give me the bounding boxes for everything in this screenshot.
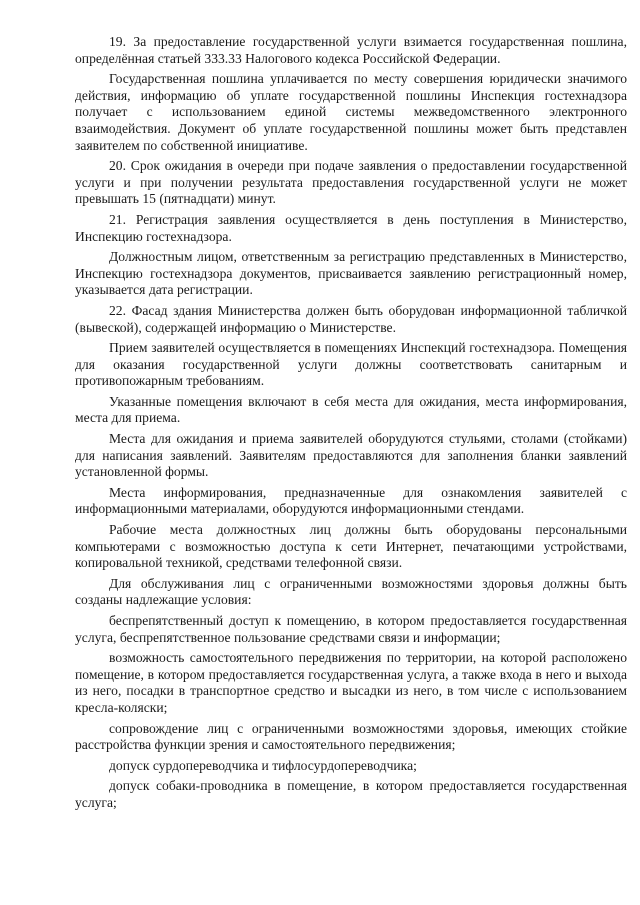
paragraph-waiting-places: Места для ожидания и приема заявителей оборудуются стульями, столами (стойками) для написания заявлений. Заявителям предоставляются для заполнения бланки заявлений установленной формы. [75,431,627,480]
list-item-escort: сопровождение лиц с ограниченными возможностями здоровья, имеющих стойкие расстройства функции зрения и самостоятельного передвижения; [75,720,627,753]
paragraph-registration-official: Должностным лицом, ответственным за регистрацию представленных в Министерство, Инспекцию гостехнадзора документов, присваивается заявлению регистрационный номер, указывается дата регистрации. [75,249,627,298]
list-item-sign-interpreter: допуск сурдопереводчика и тифлосурдопереводчика; [109,757,417,773]
list-item-guide-dog: допуск собаки-проводника в помещение, в котором предоставляется государственная услуга; [75,778,627,810]
paragraph-21-registration: 21. Регистрация заявления осуществляется в день поступления в Министерство, Инспекцию гостехнадзора. [75,211,627,244]
paragraph-information-places: Места информирования, предназначенные для ознакомления заявителей с информационными материалами, оборудуются информационными стендами. [75,484,627,517]
list-item-movement: возможность самостоятельного передвижения по территории, на которой расположено помещение, в котором предоставляется государственная услуга, а также входа в него и выхода из него, посадки в транспортное средство и высадки из него, в том числе с использованием кресла-коляски; [75,650,627,715]
paragraph-disability-conditions: Для обслуживания лиц с ограниченными возможностями здоровья должны быть созданы надлежащие условия: [75,575,627,608]
paragraph-20-waiting-time: 20. Срок ожидания в очереди при подаче заявления о предоставлении государственной услуги и при получении результата предоставления государственной услуги не может превышать 15 (пятнадцати) минут. [75,158,627,207]
paragraph-reception-premises: Прием заявителей осуществляется в помещениях Инспекций гостехнадзора. Помещения для оказания государственной услуги должны соответствовать санитарным и противопожарным требованиям. [75,340,627,389]
paragraph-premises-include: Указанные помещения включают в себя места для ожидания, места информирования, места для приема. [75,393,627,426]
paragraph-19-state-fee: 19. За предоставление государственной услуги взимается государственная пошлина, определённая статьей 333.33 Налогового кодекса Российской Федерации. [75,34,627,66]
list-item-access: беспрепятственный доступ к помещению, в котором предоставляется государственная услуга, беспрепятственное пользование средствами связи и информации; [75,613,627,645]
document-page [75,34,627,816]
paragraph-22-facade: 22. Фасад здания Министерства должен быть оборудован информационной табличкой (вывеской), содержащей информацию о Министерстве. [75,302,627,335]
paragraph-fee-payment: Государственная пошлина уплачивается по месту совершения юридически значимого действия, информацию об уплате государственной пошлины Инспекция гостехнадзора получает с использованием единой системы межведомственного электронного взаимодействия. Документ об уплате государственной пошлины может быть представлен заявителем по собственной инициативе. [75,71,627,153]
paragraph-workplaces: Рабочие места должностных лиц должны быть оборудованы персональными компьютерами с возможностью доступа к сети Интернет, печатающими устройствами, копировальной техникой, средствами телефонной связи. [75,522,627,571]
